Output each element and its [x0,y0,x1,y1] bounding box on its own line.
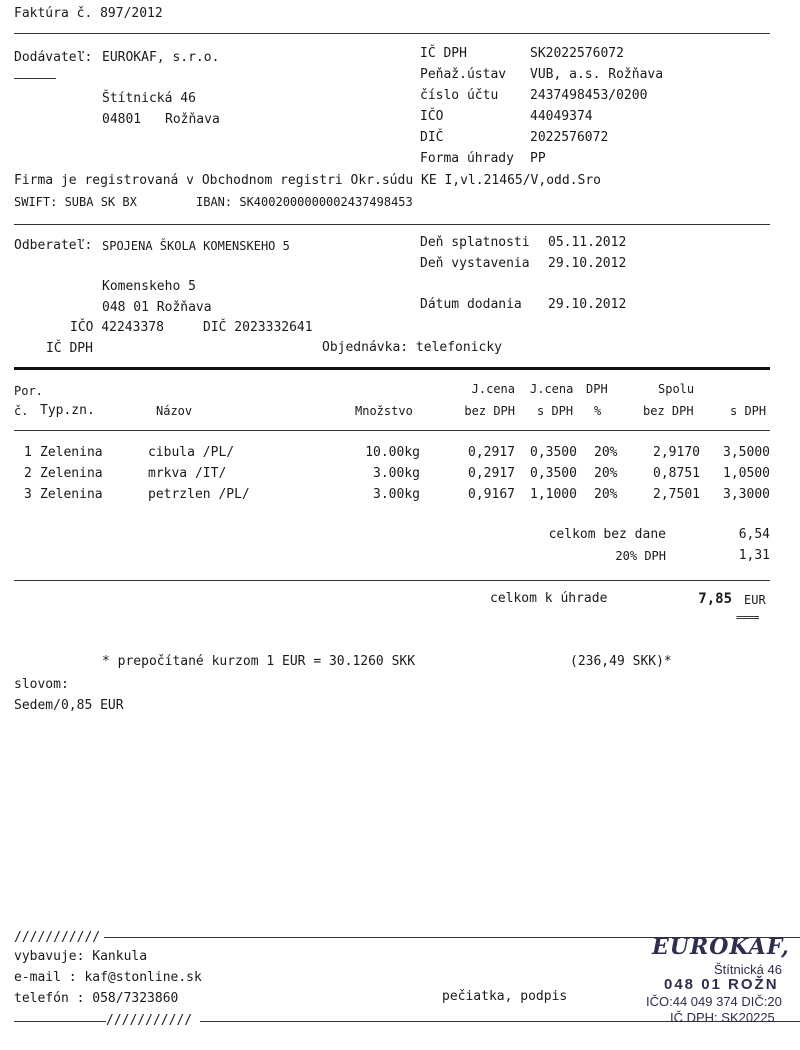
order-info: Objednávka: telefonicky [322,340,503,355]
date-label: Deň splatnosti [420,235,530,250]
base-label: celkom bez dane [548,527,666,542]
total-label: celkom k úhrade [490,591,608,606]
row-spolu-bez: 2,7501 [653,487,700,502]
supplier-street: Štítnická 46 [102,91,196,106]
supplier-field-label: IČ DPH [420,46,467,61]
date-value: 05.11.2012 [548,235,627,250]
row-nazov: cibula /PL/ [148,445,235,460]
supplier-field-value: PP [530,151,546,166]
divider [14,580,770,581]
slashes-top: /////////// [14,930,101,945]
words-label: slovom: [14,677,69,692]
row-dph: 20% [594,466,618,481]
row-spolu-bez: 0,8751 [653,466,700,481]
conversion-rate: * prepočítané kurzom 1 EUR = 30.1260 SKK [102,654,416,669]
total-currency: EUR [744,593,766,607]
divider [14,367,770,370]
supplier-field-value: SK2022576072 [530,46,624,61]
row-num: 1 [24,445,32,460]
row-jc-s: 1,1000 [530,487,577,502]
total-value: 7,85 [698,591,732,607]
supplier-field-value: 2022576072 [530,130,609,145]
row-spolu-s: 1,0500 [723,466,770,481]
supplier-field-value: 2437498453/0200 [530,88,648,103]
row-jc-bez: 0,2917 [468,466,515,481]
date-label: Dátum dodania [420,297,522,312]
divider [14,33,770,34]
row-dph: 20% [594,445,618,460]
row-jc-s: 0,3500 [530,445,577,460]
customer-name: SPOJENA ŠKOLA KOMENSKEHO 5 [102,239,290,253]
supplier-field-value: 44049374 [530,109,593,124]
row-jc-s: 0,3500 [530,466,577,481]
col-header: Por. [14,384,43,398]
base-value: 6,54 [738,527,770,542]
contact-phone: telefón : 058/7323860 [14,991,179,1006]
invoice-title: Faktúra č. 897/2012 [14,6,163,21]
col-header: s DPH [537,404,574,418]
divider [14,224,770,225]
supplier-field-label: DIČ [420,130,444,145]
supplier-name: EUROKAF, s.r.o. [102,50,220,65]
supplier-field-label: IČO [420,109,444,124]
col-header: Spolu [658,382,695,396]
row-spolu-s: 3,3000 [723,487,770,502]
col-header: Typ.zn. [40,403,95,418]
supplier-field-label: Forma úhrady [420,151,514,166]
footer-divider [14,1021,106,1022]
col-header: J.cena [471,382,515,396]
supplier-field-label: Peňaž.ústav [420,67,507,82]
customer-label: Odberateľ: [14,238,93,253]
row-dph: 20% [594,487,618,502]
customer-icdph: IČ DPH [46,341,93,356]
row-jc-bez: 0,9167 [468,487,515,502]
iban-code: IBAN: SK4002000000002437498453 [196,195,413,209]
register-note: Firma je registrovaná v Obchodnom registri Okr.súdu KE I,vl.21465/V,odd.Sro [14,173,601,188]
customer-city: 048 01 Rožňava [102,300,212,315]
supplier-label: Dodávateľ: [14,50,93,65]
supplier-underline [14,78,56,79]
row-qty: 10.00kg [365,445,420,460]
conversion-skk: (236,49 SKK)* [570,654,672,669]
row-typ: Zelenina [40,487,103,502]
divider [14,430,770,431]
date-value: 29.10.2012 [548,297,627,312]
contact-email: e-mail : kaf@stonline.sk [14,970,202,985]
row-num: 3 [24,487,32,502]
swift-code: SWIFT: SUBA SK BX [14,195,137,209]
col-header: Množstvo [355,404,413,418]
col-header: č. [14,404,29,418]
row-qty: 3.00kg [373,466,420,481]
supplier-field-value: VUB, a.s. Rožňava [530,67,664,82]
stamp-icdph: IČ DPH: SK20225 [670,1010,775,1025]
customer-street: Komenskeho 5 [102,279,196,294]
vat-label: 20% DPH [615,549,666,563]
customer-ico: IČO 42243378 [70,320,164,335]
row-jc-bez: 0,2917 [468,445,515,460]
customer-dic: DIČ 2023332641 [203,320,313,335]
stamp-street: Štítnická 46 [714,962,782,977]
row-spolu-bez: 2,9170 [653,445,700,460]
supplier-city: Rožňava [165,112,220,127]
row-typ: Zelenina [40,466,103,481]
row-spolu-s: 3,5000 [723,445,770,460]
row-typ: Zelenina [40,445,103,460]
supplier-field-label: číslo účtu [420,88,499,103]
col-header: s DPH [730,404,767,418]
stamp-label: pečiatka, podpis [442,989,568,1004]
row-num: 2 [24,466,32,481]
col-header: % [594,404,602,418]
stamp-ids: IČO:44 049 374 DIČ:20 [646,994,782,1009]
supplier-zip: 04801 [102,112,142,127]
issued-by: vybavuje: Kankula [14,949,148,964]
row-qty: 3.00kg [373,487,420,502]
col-header: DPH [586,382,608,396]
date-value: 29.10.2012 [548,256,627,271]
row-nazov: petrzlen /PL/ [148,487,250,502]
row-nazov: mrkva /IT/ [148,466,227,481]
words-value: Sedem/0,85 EUR [14,698,124,713]
vat-value: 1,31 [738,548,770,563]
date-label: Deň vystavenia [420,256,530,271]
col-header: bez DPH [464,404,515,418]
col-header: Názov [156,404,193,418]
slashes-bottom: /////////// [106,1013,193,1028]
stamp-city: 048 01 ROŽN [664,976,779,993]
stamp-name: EUROKAF, [652,934,790,960]
double-underline: ==== [736,611,759,624]
col-header: J.cena [530,382,574,396]
col-header: bez DPH [643,404,694,418]
company-stamp [642,934,800,1034]
